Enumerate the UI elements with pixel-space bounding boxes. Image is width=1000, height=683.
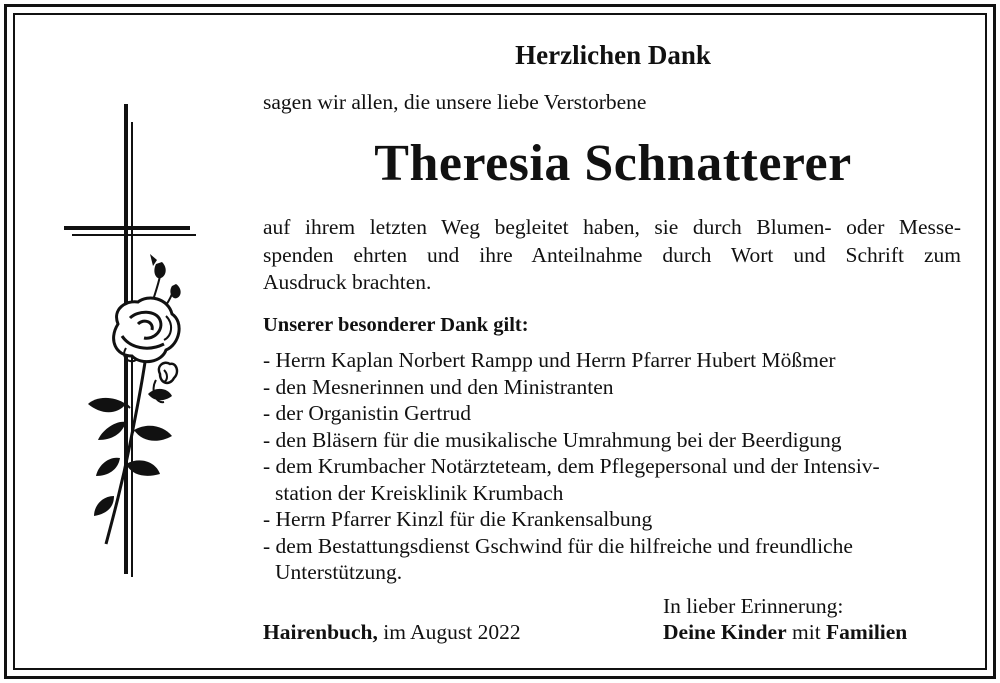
list-item: - dem Bestattungsdienst Gschwind für die hilfreiche und freundliche — [263, 533, 853, 558]
list-item-continuation: station der Kreisklinik Krumbach — [275, 480, 564, 505]
place-date — [263, 620, 521, 645]
list-item: - dem Krumbacher Notärzteteam, dem Pflegepersonal und der Intensiv- — [263, 454, 880, 478]
deceased-name: Theresia Schnatterer — [374, 135, 852, 192]
family-connector: mit — [792, 620, 821, 644]
list-item-continuation: Unterstützung. — [275, 560, 403, 584]
intro-text: sagen wir allen, die unsere liebe Verstorbene — [263, 90, 647, 114]
family-families: Familien — [826, 620, 908, 644]
paragraph-line: Ausdruck brachten. — [263, 270, 432, 294]
family-children: Deine Kinder — [663, 620, 787, 644]
paragraph-line: spenden ehrten und ihre Anteilnahme durch Wort und Schrift zum — [263, 242, 961, 267]
place: Hairenbuch, — [263, 620, 378, 644]
list-item: - der Organistin Gertrud — [263, 401, 471, 425]
cross-with-rose-icon — [60, 104, 205, 584]
cross-horizontal-line — [72, 234, 196, 236]
list-item: - den Bläsern für die musikalische Umrahmung bei der Beerdigung — [263, 427, 842, 452]
heading: Herzlichen Dank — [515, 40, 711, 70]
rose-icon — [88, 254, 181, 544]
memory-line: In lieber Erinnerung: — [663, 594, 844, 618]
thanks-list — [263, 347, 963, 586]
thanks-paragraph — [263, 214, 961, 297]
list-item: - den Mesnerinnen und den Ministranten — [263, 374, 614, 399]
cross-horizontal-bar — [64, 226, 190, 230]
list-item: - Herrn Pfarrer Kinzl für die Krankensalbung — [263, 507, 653, 531]
special-thanks-heading: Unserer besonderer Dank gilt: — [263, 314, 529, 336]
family-signature — [663, 620, 907, 645]
list-item: - Herrn Kaplan Norbert Rampp und Herrn Pfarrer Hubert Mößmer — [263, 348, 836, 372]
date: im August 2022 — [383, 620, 521, 644]
paragraph-line: auf ihrem letzten Weg begleitet haben, sie durch Blumen- oder Messe- — [263, 215, 961, 239]
